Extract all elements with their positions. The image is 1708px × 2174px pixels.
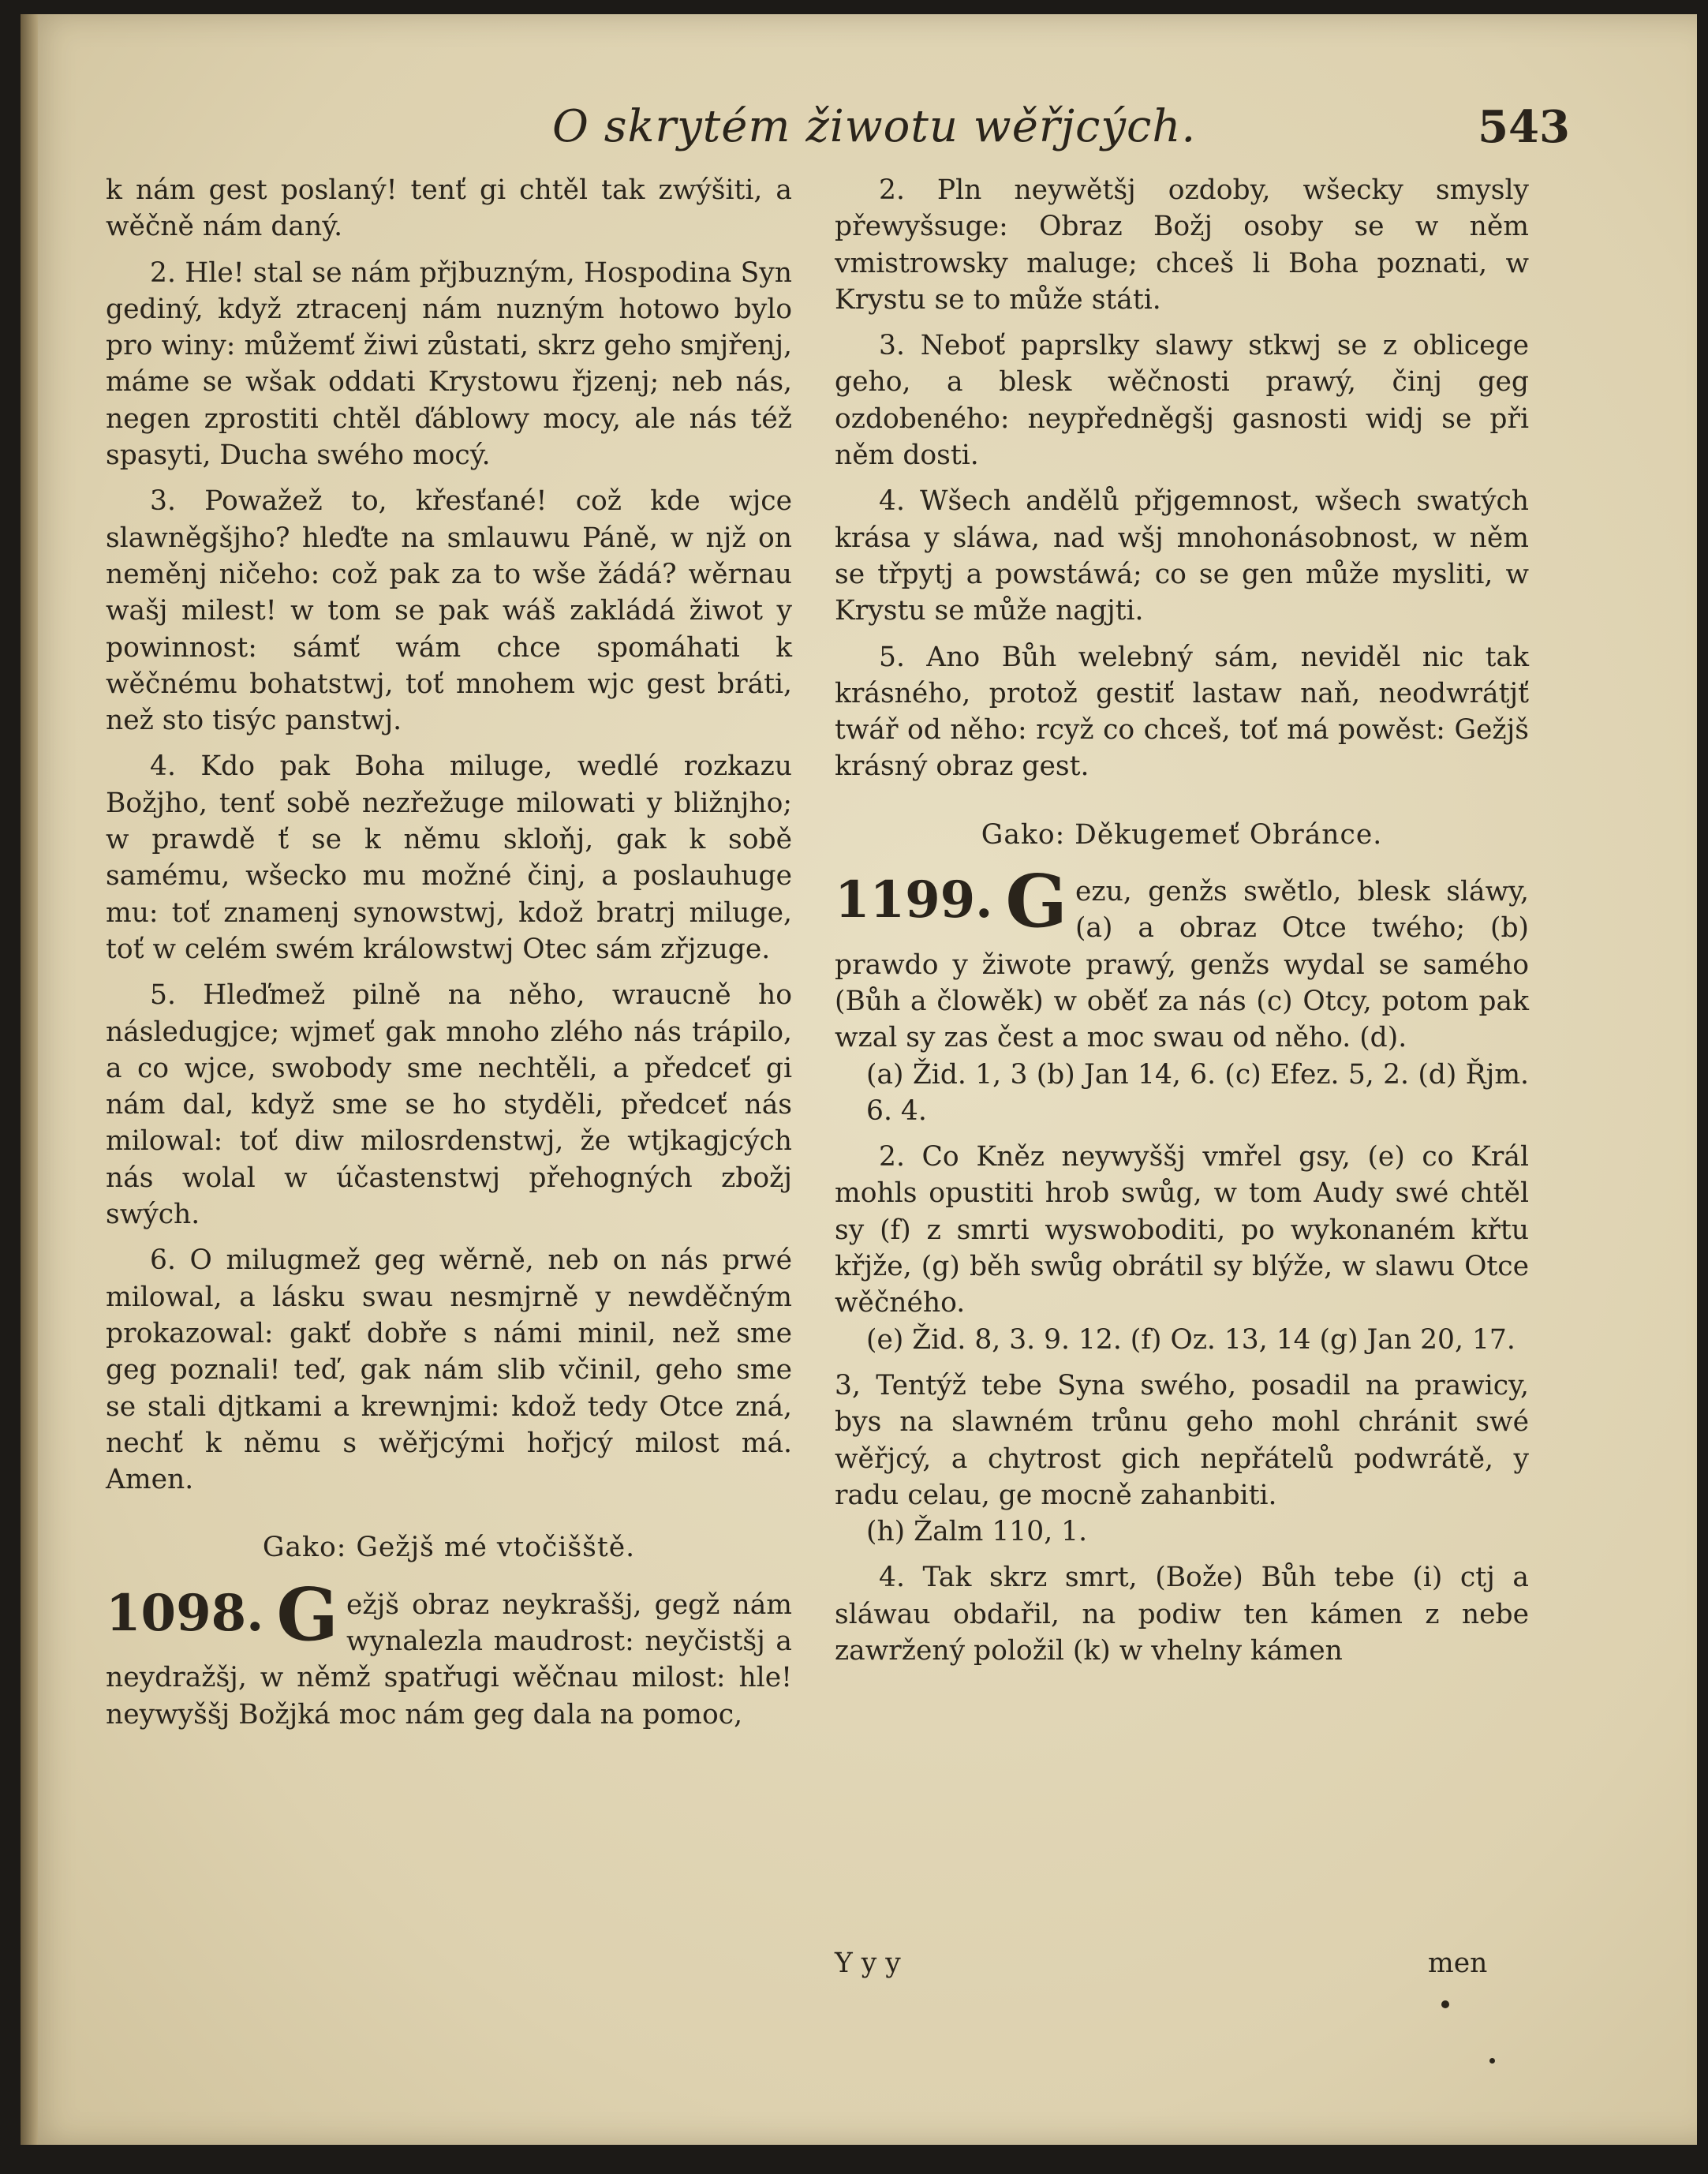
scripture-references: (a) Žid. 1, 3 (b) Jan 14, 6. (c) Efez. 5, 2. (d) Řjm. 6. 4. (866, 1058, 1529, 1127)
stanza-2: 2. Pln neywětšj ozdoby, wšecky smysly přewyšsuge: Obraz Božj osoby se w něm vmistrowsky maluge; chceš li Boha poznati, w Krystu se to může státi. (835, 174, 1529, 316)
melody-heading: Gako: Gežjš mé vtočišště. (262, 1532, 636, 1564)
catchword: men (1428, 1948, 1488, 1979)
hymn-text: ezu, genžs swětlo, blesk sláwy, (a) a obraz Otce twého; (b) prawdo y žiwote prawý, genžs wydal se samého (Bůh a člowěk) w oběť za nás (c) Otcy, potom pak wzal sy zas čest a moc swau od něho. (d). (835, 876, 1529, 1054)
stanza-3: 3. Powažež to, křesťané! což kde wjce slawněgšjho? hleďte na smlauwu Páně, w njž on neměnj ničeho: což pak za to wše žádá? wěrnau wašj milest! w tom se pak wáš zakládá žiwot y powinnost: sámť wám chce spomáhati k wěčnému bohatstwj, toť mnohem wjc gest bráti, než sto tisýc panstwj. (106, 485, 792, 737)
hymn-number: 1098. (106, 1583, 264, 1643)
hymn-1199 (835, 859, 1529, 1056)
stanza-5: 5. Ano Bůh welebný sám, neviděl nic tak krásného, protož gestiť lastaw naň, neodwrátjť twář od něho: rcyž co chceš, toť má powěst: Gežjš krásný obraz gest. (835, 641, 1529, 783)
stanza-3: 3. Neboť paprslky slawy stkwj se z oblicege geho, a blesk wěčnosti prawý, činj geg ozdobeného: neypředněgšj gasnosti widj se při něm dosti. (835, 330, 1529, 472)
melody-heading: Gako: Děkugemeť Obránce. (981, 818, 1383, 851)
stanza-2: 2. Hle! stal se nám přjbuzným, Hospodina Syn gediný, když ztracenj nám nuzným hotowo bylo pro winy: můžemť žiwi zůstati, skrz geho smjřenj, máme se wšak oddati Krystowu řjzenj; neb nás, negen zprostiti chtěl ďáblowy mocy, ale nás též spasyti, Ducha swého mocý. (106, 256, 792, 472)
verse-3: 3, Tentýž tebe Syna swého, posadil na prawicy, bys na slawném trůnu geho mohl chránit swé wěřjcý, a chytrost gich nepřátelů podwrátě, y radu celau, ge mocně zahanbiti. (835, 1369, 1529, 1511)
drop-cap: G (1005, 859, 1067, 945)
page-number: 543 (1478, 101, 1570, 153)
hymn-number: 1199. (835, 870, 993, 930)
hymn-1098 (106, 1571, 792, 1733)
ink-dot (1489, 2058, 1495, 2064)
running-title: O skrytém žiwotu wěřjcých. (552, 101, 1197, 152)
signature-mark: Y y y (835, 1948, 901, 1979)
hymn-text: ežjš obraz neykraššj, gegž nám wynalezla maudrost: neyčistšj a neydražšj, w němž spatřugi wěčnau milost: hle! neywyššj Božjká moc nám geg dala na pomoc, (106, 1588, 792, 1731)
verse-4: 4. Tak skrz smrt, (Bože) Bůh tebe (i) ctj a sláwau obdařil, na podiw ten kámen z nebe zawržený položil (k) w vhelny kámen (835, 1562, 1529, 1667)
stanza-4: 4. Kdo pak Boha miluge, wedlé rozkazu Božjho, tenť sobě nezřežuge milowati y bližnjho; w prawdě ť se k němu skloňj, gak k sobě samému, wšecko mu možné činj, a poslauhuge mu: toť znamenj synowstwj, kdož bratrj miluge, toť w celém swém králowstwj Otec sám zřjzuge. (106, 750, 792, 965)
verse-2: 2. Co Kněz neywyššj vmřel gsy, (e) co Král mohls opustiti hrob swůg, w tom Audy swé chtěl sy (f) z smrti wyswoboditi, po wykonaném křtu křjže, (g) běh swůg obrátil sy blýže, w slawu Otce wěčného. (835, 1141, 1529, 1319)
right-column (835, 172, 1529, 1669)
left-column (106, 172, 792, 1733)
ink-dot (1441, 2000, 1449, 2008)
page-header (552, 101, 1570, 164)
stanza-6: 6. O milugmež geg wěrně, neb on nás prwé milowal, a lásku swau nesmjrně y newděčným prokazowal: gakť dobře s námi minil, než sme geg poznali! teď, gak nám slib včinil, geho sme se stali djtkami a krewnjmi: kdož tedy Otce zná, nechť k němu s wěřjcými hořjcý milost má. Amen. (106, 1244, 792, 1496)
stanza-5: 5. Hleďmež pilně na něho, wraucně ho následugjce; wjmeť gak mnoho zlého nás trápilo, a co wjce, swobody sme nechtěli, a předceť gi nám dal, když sme se ho styděli, předceť nás milowal: toť diw milosrdenstwj, že wtjkagjcých nás wolal w účastenstwj přehogných zbožj swých. (106, 979, 792, 1231)
scripture-references: (h) Žalm 110, 1. (866, 1516, 1088, 1548)
paragraph-continuation: k nám gest poslaný! tenť gi chtěl tak zwýšiti, a wěčně nám daný. (106, 174, 792, 243)
drop-cap: G (276, 1571, 338, 1657)
scripture-references: (e) Žid. 8, 3. 9. 12. (f) Oz. 13, 14 (g) Jan 20, 17. (866, 1323, 1516, 1356)
book-spine (21, 14, 38, 2145)
stanza-4: 4. Wšech andělů přjgemnost, wšech swatých krása y sláwa, nad wšj mnohonásobnost, w něm se třpytj a powstáwá; co se gen může mysliti, w Krystu se může nagjti. (835, 485, 1529, 627)
